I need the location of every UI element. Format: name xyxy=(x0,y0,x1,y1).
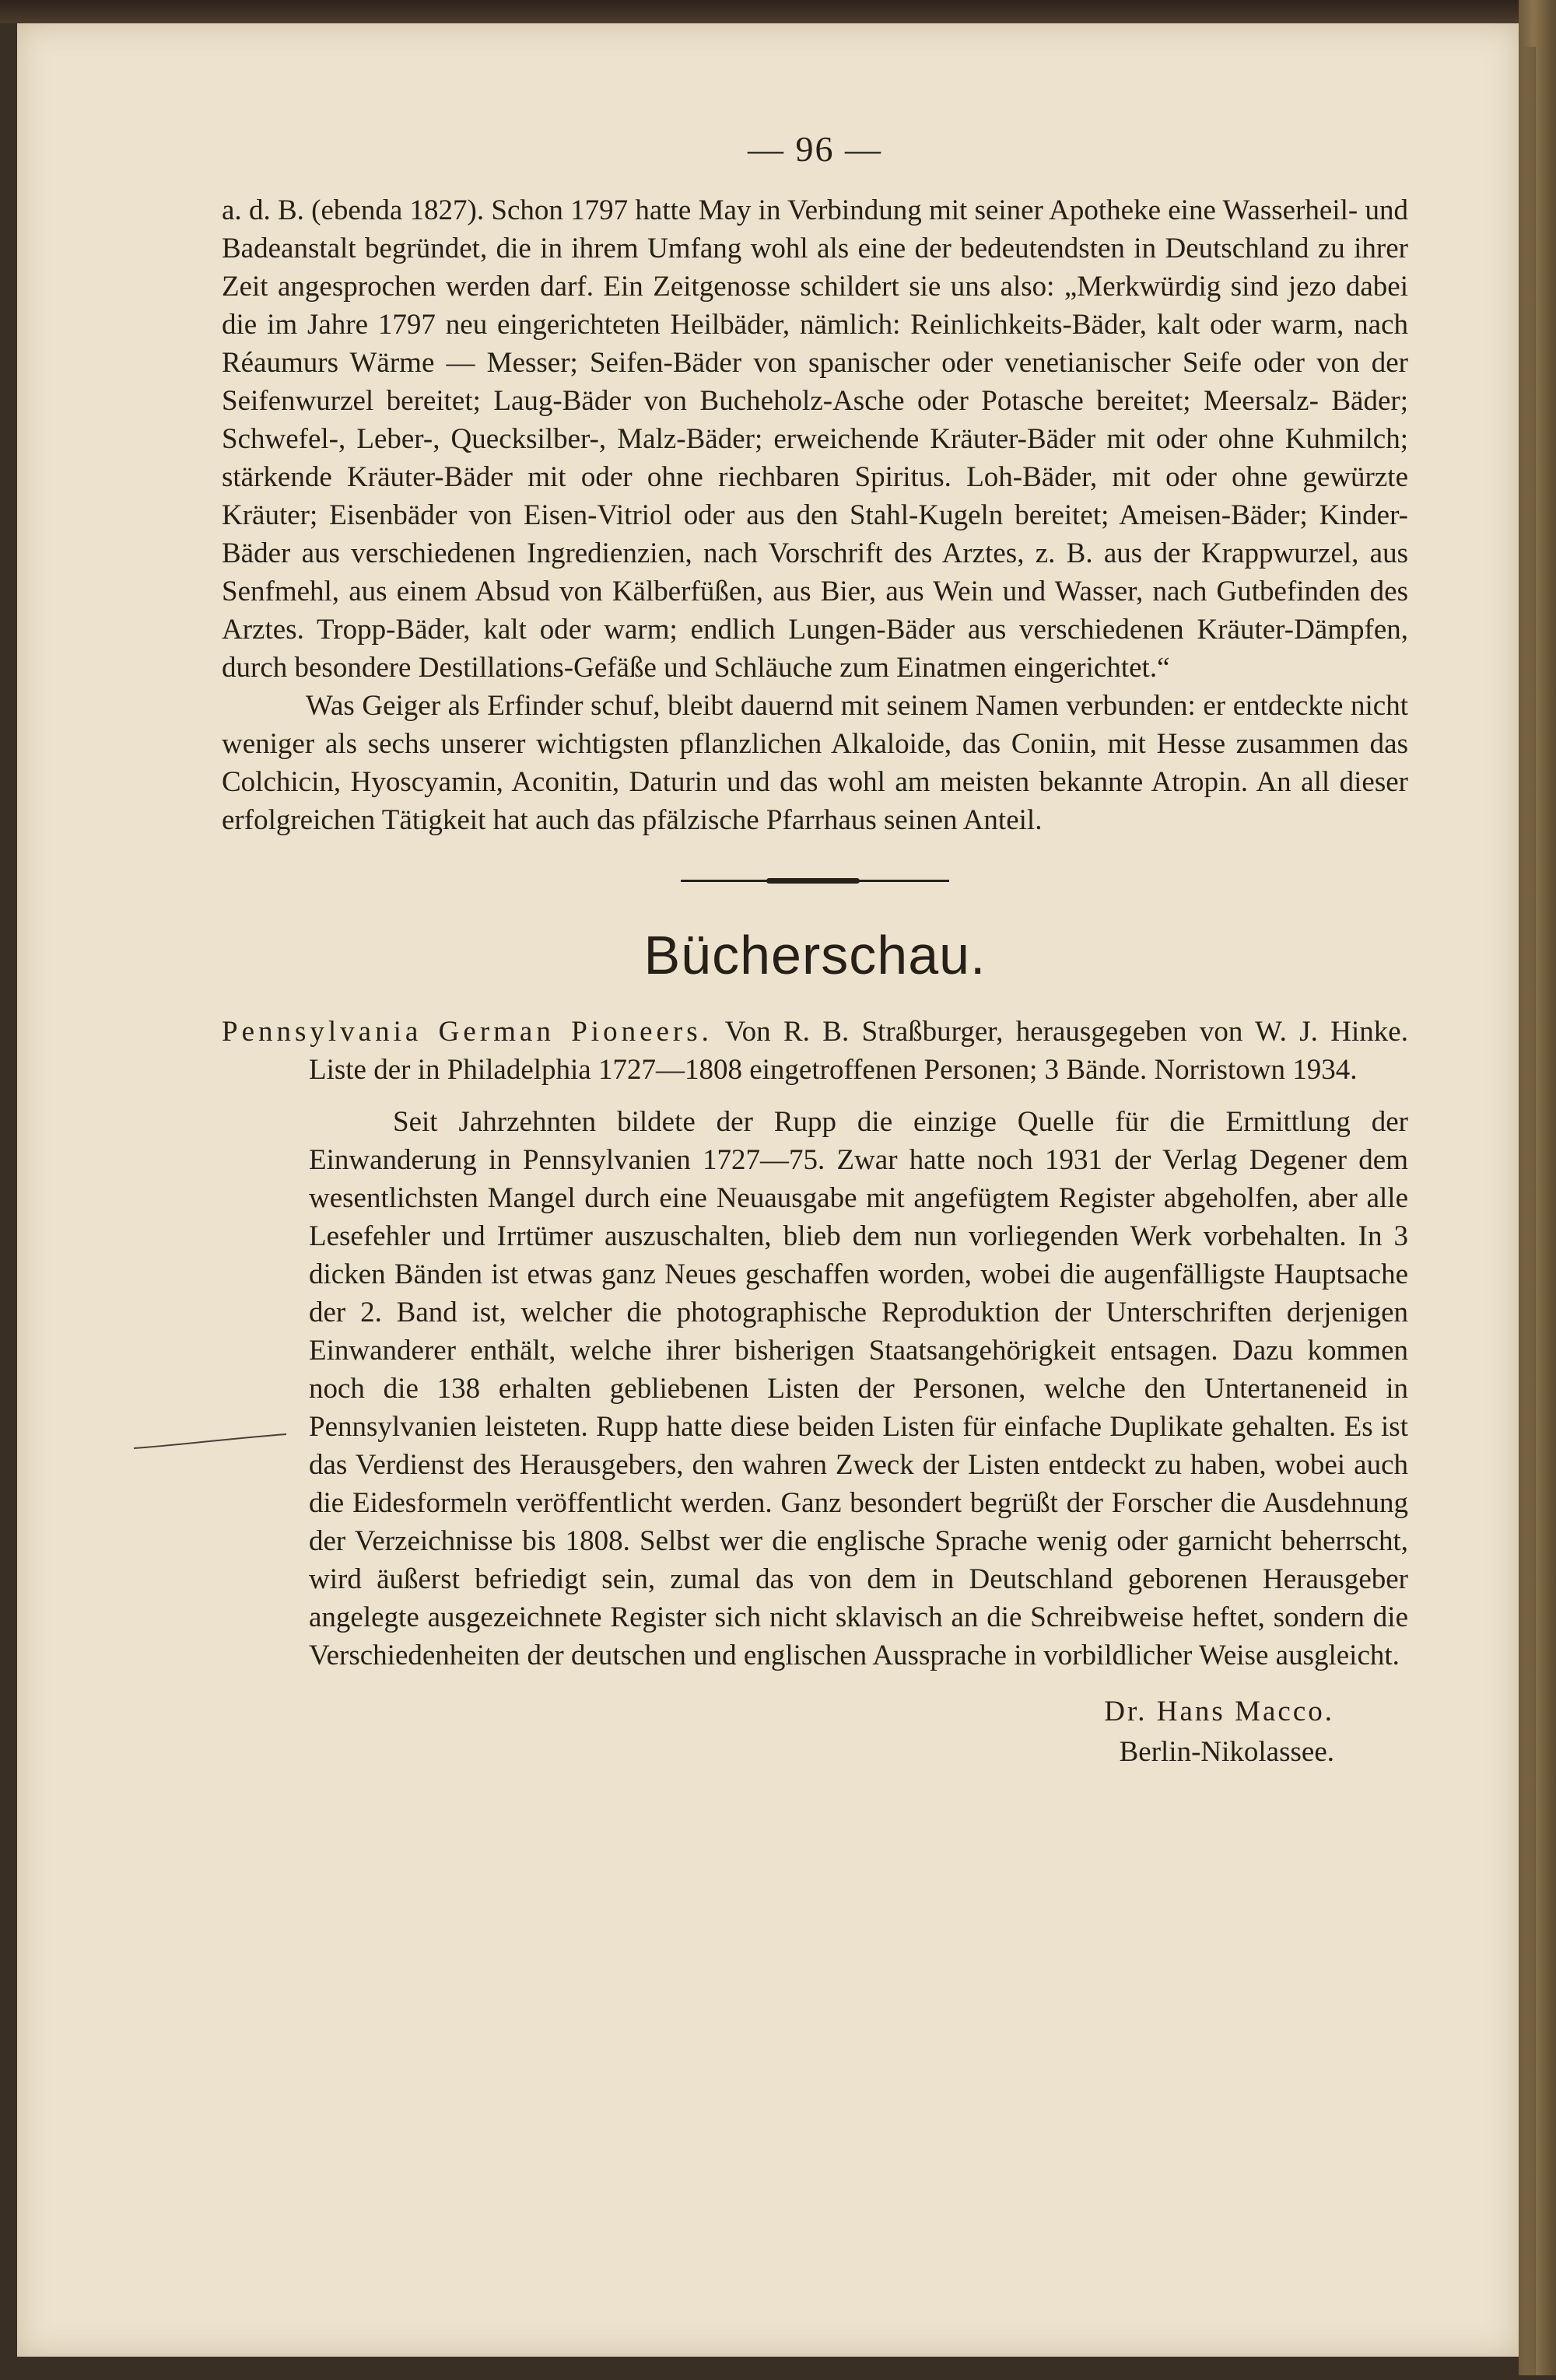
page-content xyxy=(222,128,1408,1773)
review-heading xyxy=(222,1013,1408,1089)
review-book-title: Pennsylvania German Pioneers. xyxy=(222,1016,713,1048)
review-book-details: Von R. B. Straßburger, herausgegeben von W. J. Hinke. Liste der in Philadelphia 1727—1808 eingetroffenen Personen; 3 Bände. Norristown 1934. xyxy=(309,1016,1408,1086)
page-fold-shadow xyxy=(1523,47,1536,2380)
article-paragraph-1: a. d. B. (ebenda 1827). Schon 1797 hatte May in Verbindung mit seiner Apotheke eine Wasserheil- und Badeanstalt begründet, die in ihrem Umfang wohl als eine der bedeutendsten in Deutschland zu ihrer Zeit angesprochen werden darf. Ein Zeitgenosse schildert sie uns also: „Merkwürdig sind jezo dabei die im Jahre 1797 neu eingerichteten Heilbäder, nämlich: Reinlichkeits-Bäder, kalt oder warm, nach Réaumurs Wärme — Messer; Seifen-Bäder von spanischer oder venetianischer Seife oder von der Seifenwurzel bereitet; Laug-Bäder von Bucheholz-Asche oder Potasche bereitet; Meersalz- Bäder; Schwefel-, Leber-, Quecksilber-, Malz-Bäder; erweichende Kräuter-Bäder mit oder ohne Kuhmilch; stärkende Kräuter-Bäder mit oder ohne riechbaren Spiritus. Loh-Bäder, mit oder ohne gewürzte Kräuter; Eisenbäder von Eisen-Vitriol oder aus den Stahl-Kugeln bereitet; Ameisen-Bäder; Kinder-Bäder aus verschiedenen Ingredienzien, nach Vorschrift des Arztes, z. B. aus der Krappwurzel, aus Senfmehl, aus einem Absud von Kälberfüßen, aus Bier, aus Wein und Wasser, nach Gutbefinden des Arztes. Tropp-Bäder, kalt oder warm; endlich Lungen-Bäder aus verschiedenen Kräuter-Dämpfen, durch besondere Destillations-Gefäße und Schläuche zum Einatmen eingerichtet.“ xyxy=(222,194,1408,684)
review-body-block xyxy=(222,1103,1408,1675)
article-paragraph-2: Was Geiger als Erfinder schuf, bleibt dauernd mit seinem Namen verbunden: er entdeckte nicht weniger als sechs unserer wichtigsten pflanzlichen Alkaloide, das Coniin, mit Hesse zusammen das Colchicin, Hyoscyamin, Aconitin, Daturin und das wohl am meisten bekannte Atropin. An all dieser erfolgreichen Tätigkeit hat auch das pfälzische Pfarrhaus seinen Anteil. xyxy=(222,690,1408,836)
signature-name: Dr. Hans Macco. xyxy=(1104,1696,1334,1727)
section-title: Bücherschau. xyxy=(643,925,987,985)
review-body: Seit Jahrzehnten bildete der Rupp die einzige Quelle für die Ermittlung der Einwanderung in Pennsylvanien 1727—75. Zwar hatte noch 1931 der Verlag Degener dem wesentlichsten Mangel durch eine Neuausgabe mit angefügtem Register abgeholfen, aber alle Lesefehler und Irrtümer auszuschalten, blieb dem nun vorliegenden Werk vorbehalten. In 3 dicken Bänden ist etwas ganz Neues geschaffen worden, wobei die augenfälligste Hauptsache der 2. Band ist, welcher die photographische Reproduktion der Unterschriften derjenigen Einwanderer enthält, welche ihrer bisherigen Staatsangehörigkeit entsagen. Dazu kommen noch die 138 erhalten gebliebenen Listen der Personen, welche den Untertaneneid in Pennsylvanien leisteten. Rupp hatte diese beiden Listen für einfache Duplikate gehalten. Es ist das Verdienst des Herausgebers, den wahren Zweck der Listen entdeckt zu haben, wobei auch die Eidesformeln veröffentlicht werden. Ganz besondert begrüßt der Forscher die Ausdehnung der Verzeichnisse bis 1808. Selbst wer die englische Sprache wenig oder garnicht beherrscht, wird äußerst befriedigt sein, zumal das von dem in Deutschland geborenen Herausgeber angelegte ausgezeichnete Register sich nicht sklavisch an die Schreibweise heftet, sondern die Verschiedenheiten der deutschen und englischen Aussprache in vorbildlicher Weise ausgleicht. xyxy=(309,1106,1408,1671)
section-divider xyxy=(681,880,949,882)
signature-place: Berlin-Nikolassee. xyxy=(1119,1736,1334,1768)
page-number: — 96 — xyxy=(748,129,882,169)
review-signature xyxy=(222,1692,1408,1773)
book-top-edge xyxy=(0,0,1556,23)
